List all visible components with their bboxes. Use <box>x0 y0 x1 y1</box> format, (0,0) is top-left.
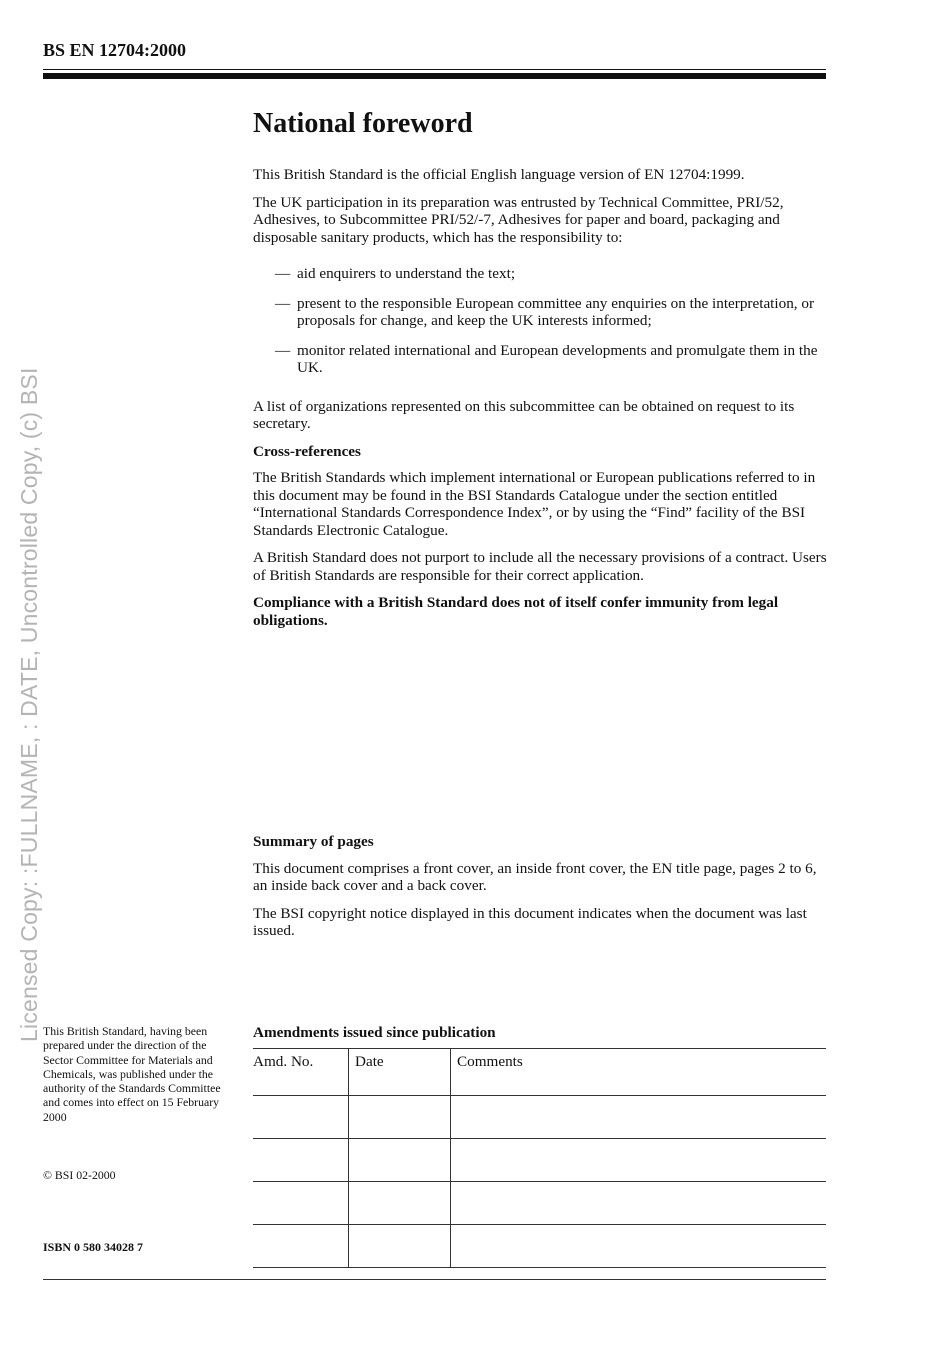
table-header-row <box>253 1049 826 1096</box>
column-header-date: Date <box>349 1049 451 1096</box>
dash-marker: — <box>275 265 291 282</box>
isbn-number: ISBN 0 580 34028 7 <box>43 1240 144 1254</box>
national-foreword-section <box>253 106 828 639</box>
cross-references-paragraph: The British Standards which implement international or European publications referred to in this document may be found in the BSI Standards Catalogue under the section entitled “International Standards Correspondence Index”, or by using the “Find” facility of the BSI Standards Electronic Catalogue. <box>253 469 816 539</box>
summary-of-pages-section <box>253 833 828 950</box>
table-cell <box>253 1139 349 1182</box>
amendments-heading: Amendments issued since publication <box>253 1024 496 1041</box>
list-item-text: aid enquirers to understand the text; <box>297 265 516 282</box>
table-cell <box>349 1225 451 1268</box>
summary-paragraph-1: This document comprises a front cover, an inside front cover, the EN title page, pages 2 to 6, an inside back cover and a back cover. <box>253 859 817 894</box>
footer-rule <box>43 1279 826 1280</box>
summary-paragraph-2: The BSI copyright notice displayed in this document indicates when the document was last issued. <box>253 904 807 939</box>
list-item <box>253 342 828 377</box>
license-watermark: Licensed Copy: :FULLNAME, : DATE, Uncontrolled Copy, (c) BSI <box>16 367 42 1042</box>
table-row <box>253 1096 826 1139</box>
list-item-text: monitor related international and European developments and promulgate them in the UK. <box>297 341 818 376</box>
dash-marker: — <box>275 341 291 359</box>
copyright-notice: © BSI 02-2000 <box>43 1168 116 1182</box>
table-row <box>253 1225 826 1268</box>
table-cell <box>451 1139 827 1182</box>
list-item <box>253 295 828 330</box>
responsibility-list <box>253 265 828 377</box>
header-thick-rule <box>43 73 826 79</box>
table-cell <box>451 1225 827 1268</box>
table-cell <box>253 1225 349 1268</box>
amendments-table <box>253 1048 826 1268</box>
provisions-paragraph: A British Standard does not purport to include all the necessary provisions of a contract. Users of British Standards are responsible for their correct application. <box>253 549 827 584</box>
list-item-text: present to the responsible European committee any enquiries on the interpretation, or proposals for change, and keep the UK interests informed; <box>297 294 815 329</box>
table-row <box>253 1139 826 1182</box>
document-id: BS EN 12704:2000 <box>43 40 187 60</box>
table-cell <box>349 1096 451 1139</box>
list-item <box>253 265 828 283</box>
foreword-paragraph-3: A list of organizations represented on this subcommittee can be obtained on request to its secretary. <box>253 397 795 432</box>
compliance-statement: Compliance with a British Standard does not of itself confer immunity from legal obligations. <box>253 594 779 629</box>
foreword-paragraph-1: This British Standard is the official English language version of EN 12704:1999. <box>253 166 745 183</box>
column-header-amd-no: Amd. No. <box>253 1049 349 1096</box>
foreword-paragraph-2: The UK participation in its preparation was entrusted by Technical Committee, PRI/52, Adhesives, to Subcommittee PRI/52/-7, Adhesives for paper and board, packaging and disposable sanitary products, which has the responsibility to: <box>253 193 784 246</box>
column-header-comments: Comments <box>451 1049 827 1096</box>
dash-marker: — <box>275 294 291 312</box>
cross-references-heading: Cross-references <box>253 442 361 460</box>
table-row <box>253 1182 826 1225</box>
header-thin-rule <box>43 69 826 70</box>
summary-heading: Summary of pages <box>253 833 374 850</box>
page-title: National foreword <box>253 108 473 139</box>
publication-note: This British Standard, having been prepared under the direction of the Sector Committee for Materials and Chemicals, was published under the authority of the Standards Committee and comes into effect on 15 February 2000 <box>43 1024 221 1124</box>
table-cell <box>349 1139 451 1182</box>
table-cell <box>451 1096 827 1139</box>
table-cell <box>349 1182 451 1225</box>
table-cell <box>253 1096 349 1139</box>
table-cell <box>451 1182 827 1225</box>
table-cell <box>253 1182 349 1225</box>
